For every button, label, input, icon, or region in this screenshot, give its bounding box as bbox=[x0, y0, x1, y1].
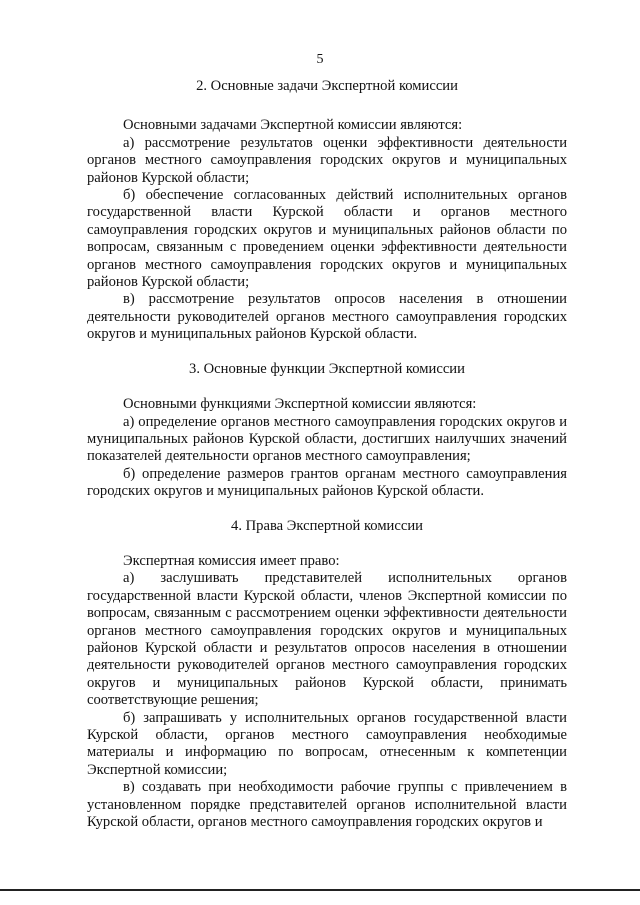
page-bottom-rule bbox=[0, 889, 640, 891]
list-item: б) определение размеров грантов органам местного самоуправления городских округов и муниципальных районов Курской области. bbox=[87, 465, 567, 500]
list-item: а) рассмотрение результатов оценки эффективности деятельности органов местного самоуправления городских округов и муниципальных районов Курской области; bbox=[87, 134, 567, 186]
document-body bbox=[87, 78, 567, 831]
section-lead: Экспертная комиссия имеет право: bbox=[123, 552, 340, 569]
section-heading: 3. Основные функции Экспертной комиссии bbox=[189, 360, 465, 377]
section-heading: 2. Основные задачи Экспертной комиссии bbox=[196, 78, 458, 94]
list-item: в) рассмотрение результатов опросов населения в отношении деятельности руководителей органов местного самоуправления городских округов и муниципальных районов Курской области. bbox=[87, 291, 567, 343]
section-main-functions bbox=[87, 361, 567, 501]
list-item: а) определение органов местного самоуправления городских округов и муниципальных районов Курской области, достигших наилучших значений показателей деятельности органов местного самоуправления; bbox=[87, 413, 567, 465]
section-rights bbox=[87, 518, 567, 832]
list-item: а) заслушивать представителей исполнительных органов государственной власти Курской области, членов Экспертной комиссии по вопросам, связанным с рассмотрением оценки эффективности деятельности органов местного самоуправления городских округов и муниципальных районов Курской области и результатов опросов населения в отношении деятельности руководителей органов местного самоуправления городских округов и муниципальных районов Курской области, принимать соответствующие решения; bbox=[87, 570, 567, 709]
section-lead: Основными задачами Экспертной комиссии являются: bbox=[123, 117, 463, 134]
list-item: б) запрашивать у исполнительных органов государственной власти Курской области, органов местного самоуправления необходимые материалы и информацию по вопросам, отнесенным к компетенции Экспертной комиссии; bbox=[87, 709, 567, 778]
list-item: в) создавать при необходимости рабочие группы с привлечением в установленном порядке представителей органов исполнительной власти Курской области, органов местного самоуправления городских округов и bbox=[87, 779, 567, 831]
section-lead: Основными функциями Экспертной комиссии являются: bbox=[123, 396, 477, 413]
list-item: б) обеспечение согласованных действий исполнительных органов государственной власти Курской области и органов местного самоуправления городских округов и муниципальных районов области по вопросам, связанным с проведением оценки эффективности деятельности органов местного самоуправления городских округов и муниципальных районов Курской области; bbox=[87, 187, 567, 291]
section-main-tasks bbox=[87, 78, 567, 344]
section-heading: 4. Права Экспертной комиссии bbox=[231, 517, 423, 534]
page-number: 5 bbox=[316, 52, 324, 67]
